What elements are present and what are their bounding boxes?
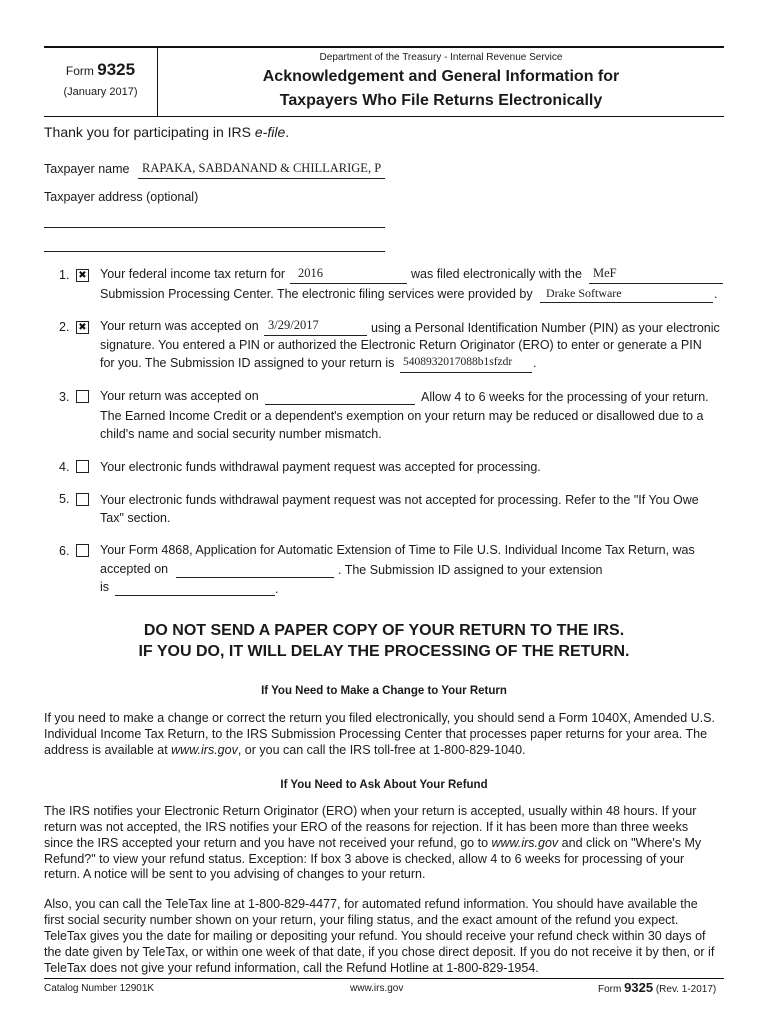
item2-text-b: using a Personal Identification Number (PIN) as your electronic (371, 321, 720, 335)
refund-p2-line1: Also, you can call the TeleTax line at 1-800-829-4477, for automated refund information. You should have available the (44, 897, 698, 911)
form-title-line1: Acknowledgement and General Information for (262, 68, 620, 85)
item3-date-line (265, 404, 415, 405)
item2-end: . (533, 356, 537, 370)
refund-p2-line2: first social security number shown on your return, your filing status, and the exact amount of the refund you expect. (44, 913, 679, 927)
item3-checkbox[interactable] (76, 390, 89, 403)
form-word: Form (65, 64, 94, 78)
item5-checkbox[interactable] (76, 493, 89, 506)
item2-text-c: signature. You entered a PIN or authorized the Electronic Return Originator (ERO) to enter or generate a PIN (100, 338, 702, 352)
irs-link[interactable]: www.irs.gov (171, 743, 238, 757)
refund-heading: If You Need to Ask About Your Refund (280, 779, 488, 791)
item5-text-a: Your electronic funds withdrawal payment request was not accepted for processing. Refer to the "If You Owe (100, 493, 699, 507)
item6-text-c: . The Submission ID assigned to your extension (338, 563, 603, 577)
item6-number: 6. (59, 544, 70, 558)
footer-website: www.irs.gov (350, 983, 404, 994)
form-title-line2: Taxpayers Who File Returns Electronically (279, 92, 603, 109)
change-line2: Individual Income Tax Return, to the IRS Submission Processing Center that processes paper returns for your area. The (44, 727, 708, 741)
item1-text-a: Your federal income tax return for (100, 267, 286, 281)
item5-text-b: Tax" section. (100, 511, 171, 525)
item1-center-line (589, 283, 723, 284)
refund-p2-line3: TeleTax gives you the date for mailing or depositing your refund. You should receive your refund check within 30 days of (44, 929, 706, 943)
form-id-block (44, 60, 157, 98)
item6-text-d: is (100, 580, 110, 594)
thank-you-text: Thank you for participating in IRS e-file. (44, 124, 290, 140)
item6-date-line (176, 577, 334, 578)
item3-text-d: child's name and social security number mismatch. (100, 427, 382, 441)
footer-rule (44, 978, 724, 979)
item6-end: . (275, 582, 279, 596)
taxpayer-address-label: Taxpayer address (optional) (44, 190, 199, 204)
item1-checkbox[interactable] (76, 269, 89, 282)
item2-submission-id: 5408932017088b1sfzdr (403, 356, 513, 368)
item3-text-a: Your return was accepted on (100, 389, 259, 403)
header-bottom-rule (44, 116, 724, 117)
refund-p1-line3: since the IRS accepted your return and you have not received your refund, go to www.irs.gov and click on "Where's My (44, 836, 702, 850)
refund-p1-line4: Refund?" to view your refund status. Exception: If box 3 above is checked, allow 4 to 6 weeks for processing of your (44, 852, 685, 866)
form-date: (January 2017) (63, 86, 138, 98)
catalog-number: Catalog Number 12901K (44, 983, 155, 994)
item4-text-a: Your electronic funds withdrawal payment request was accepted for processing. (100, 460, 541, 474)
item2-number: 2. (59, 320, 70, 334)
item1-provider: Drake Software (546, 286, 622, 300)
refund-p2-line4: the date given by TeleTax, or within one week of that date, if you chose direct deposit. If you do not receive it by then, or if (44, 945, 715, 959)
change-heading: If You Need to Make a Change to Your Return (261, 685, 507, 697)
taxpayer-address-line2 (44, 251, 385, 252)
check-mark-icon: ✖ (78, 269, 87, 281)
taxpayer-address-line1 (44, 227, 385, 228)
item2-submission-line (400, 372, 532, 373)
item1-text-b: was filed electronically with the (411, 267, 582, 281)
footer-form-id: Form 9325 (Rev. 1-2017) (598, 980, 717, 995)
taxpayer-name-line (138, 178, 385, 179)
department-label: Department of the Treasury - Internal Revenue Service (319, 52, 563, 63)
warning-line1: DO NOT SEND A PAPER COPY OF YOUR RETURN TO THE IRS. (143, 622, 625, 639)
change-line1: If you need to make a change or correct the return you filed electronically, you should send a Form 1040X, Amended U.S. (44, 711, 715, 725)
item6-text-a: Your Form 4868, Application for Automatic Extension of Time to File U.S. Individual Income Tax Return, was (100, 543, 695, 557)
item6-extension-id-line (115, 595, 275, 596)
refund-p2-line5: TeleTax does not give your refund information, call the Refund Hotline at 1-800-829-1954. (44, 961, 539, 975)
item2-text-d: for you. The Submission ID assigned to your return is (100, 356, 395, 370)
warning-line2: IF YOU DO, IT WILL DELAY THE PROCESSING OF THE RETURN. (138, 643, 630, 660)
item1-text-c: Submission Processing Center. The electronic filing services were provided by (100, 287, 533, 301)
item4-checkbox[interactable] (76, 460, 89, 473)
item1-provider-line (540, 302, 713, 303)
item6-checkbox[interactable] (76, 544, 89, 557)
item6-text-b: accepted on (100, 562, 169, 576)
item1-end: . (714, 287, 718, 301)
item2-date: 3/29/2017 (268, 318, 319, 332)
item1-year: 2016 (298, 266, 323, 280)
item1-number: 1. (59, 268, 70, 282)
item2-checkbox[interactable] (76, 321, 89, 334)
item3-text-c: The Earned Income Credit or a dependent's exemption on your return may be reduced or disallowed due to a (100, 409, 704, 423)
refund-p1-line5: return. A notice will be sent to you advising of changes to your return. (44, 867, 426, 881)
top-rule (44, 46, 724, 48)
item2-date-line (264, 335, 367, 336)
item4-number: 4. (59, 460, 70, 474)
irs-link[interactable]: www.irs.gov (491, 836, 559, 850)
item1-year-line (290, 283, 407, 284)
refund-p1-line1: The IRS notifies your Electronic Return Originator (ERO) when your return is accepted, usually within 48 hours. If your (44, 804, 697, 818)
form-number: 9325 (97, 60, 136, 79)
refund-p1-line2: return was not accepted, the IRS notifies your ERO of the reasons for rejection. If it has been more than three weeks (44, 820, 689, 834)
item1-center: MeF (593, 266, 617, 280)
taxpayer-name-value: RAPAKA, SABDANAND & CHILLARIGE, P (142, 161, 382, 175)
check-mark-icon: ✖ (78, 321, 87, 333)
taxpayer-name-label: Taxpayer name (44, 162, 130, 176)
item5-number: 5. (59, 492, 70, 506)
change-line3: address is available at www.irs.gov, or you can call the IRS toll-free at 1-800-829-1040. (44, 743, 526, 757)
item2-text-a: Your return was accepted on (100, 319, 259, 333)
item3-text-b: Allow 4 to 6 weeks for the processing of your return. (421, 390, 709, 404)
item3-number: 3. (59, 390, 70, 404)
